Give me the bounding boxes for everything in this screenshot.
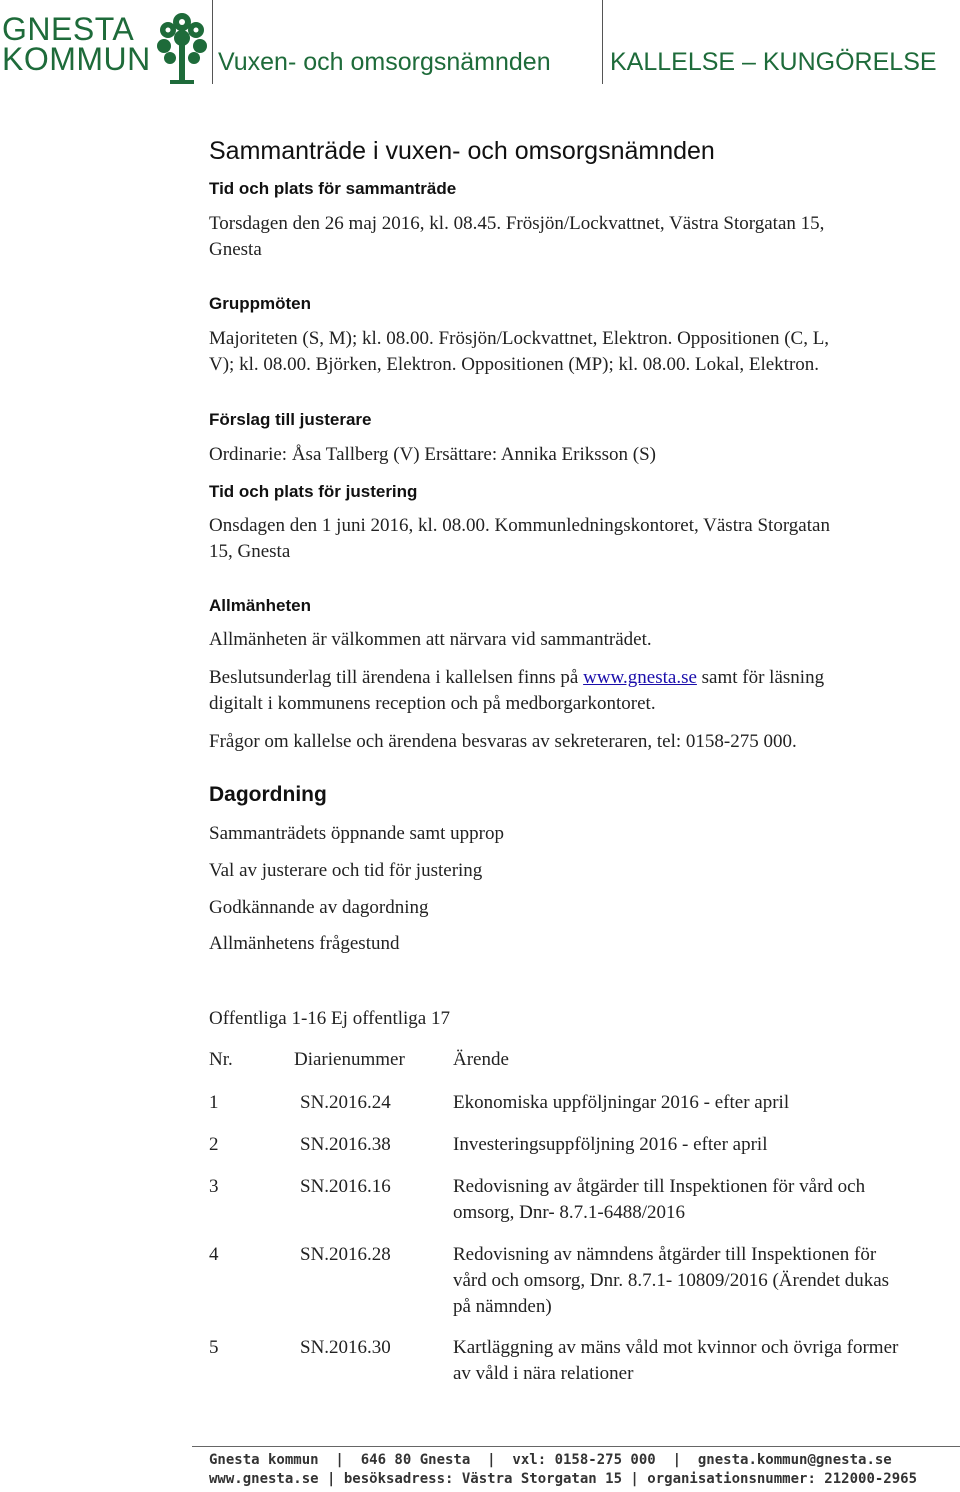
agenda-heading: Dagordning — [209, 783, 327, 806]
groups-text-line-1: Majoriteten (S, M); kl. 08.00. Frösjön/Lockvattnet, Elektron. Oppositionen (C, L, — [209, 328, 830, 349]
row-nr: 1 — [209, 1092, 219, 1113]
row-dnr: SN.2016.28 — [300, 1244, 391, 1265]
row-case: Kartläggning av mäns våld mot kvinnor och övriga former av våld i nära relationer — [453, 1337, 899, 1384]
public-status-note: Offentliga 1-16 Ej offentliga 17 — [209, 1008, 450, 1029]
row-nr: 5 — [209, 1337, 219, 1358]
groups-text — [209, 326, 919, 378]
adjustment-text-line-1: Onsdagen den 1 juni 2016, kl. 08.00. Kommunledningskontoret, Västra Storgatan — [209, 515, 830, 536]
column-header-case: Ärende — [453, 1049, 509, 1070]
groups-text-line-2: V); kl. 08.00. Björken, Elektron. Oppositionen (MP); kl. 08.00. Lokal, Elektron. — [209, 354, 820, 375]
adjustment-text — [209, 513, 919, 565]
public-heading: Allmänheten — [209, 596, 312, 615]
public-basis — [209, 665, 919, 717]
footer-divider — [192, 1446, 960, 1447]
agenda-item: Val av justerare och tid för justering — [209, 860, 483, 881]
row-nr: 3 — [209, 1176, 219, 1197]
organ-name: Vuxen- och omsorgsnämnden — [218, 48, 551, 76]
row-case: Redovisning av åtgärder till Inspektionen för vård och omsorg, Dnr- 8.7.1-6488/2016 — [453, 1176, 866, 1223]
meeting-heading: Tid och plats för sammanträde — [209, 179, 457, 198]
footer-line-1: Gnesta kommun | 646 80 Gnesta | vxl: 0158-275 000 | gnesta.kommun@gnesta.se — [209, 1452, 892, 1468]
logo-wordmark — [2, 11, 151, 77]
logo-line-1: GNESTA — [2, 11, 135, 47]
meeting-text-line-1: Torsdagen den 26 maj 2016, kl. 08.45. Frösjön/Lockvattnet, Västra Storgatan 15, — [209, 213, 825, 234]
document-type: KALLELSE – KUNGÖRELSE — [610, 48, 937, 76]
row-nr: 2 — [209, 1134, 219, 1155]
public-welcome: Allmänheten är välkommen att närvara vid sammanträdet. — [209, 629, 652, 650]
agenda-item: Sammanträdets öppnande samt upprop — [209, 823, 504, 844]
agenda-item: Allmänhetens frågestund — [209, 933, 400, 954]
groups-heading: Gruppmöten — [209, 294, 311, 313]
row-case: Investeringsuppföljning 2016 - efter april — [453, 1134, 768, 1155]
row-nr: 4 — [209, 1244, 219, 1265]
adjustment-text-line-2: 15, Gnesta — [209, 541, 291, 562]
adjusters-heading: Förslag till justerare — [209, 410, 372, 429]
adjusters-text: Ordinarie: Åsa Tallberg (V) Ersättare: Annika Eriksson (S) — [209, 444, 656, 465]
basis-text-pre: Beslutsunderlag till ärendena i kallelsen finns på — [209, 667, 584, 688]
row-dnr: SN.2016.24 — [300, 1092, 391, 1113]
column-header-dnr: Diarienummer — [294, 1049, 405, 1070]
adjustment-heading: Tid och plats för justering — [209, 482, 418, 501]
logo-line-2: KOMMUN — [2, 41, 151, 77]
header-divider-2 — [602, 0, 603, 84]
column-header-nr: Nr. — [209, 1049, 233, 1070]
footer-line-2: www.gnesta.se | besöksadress: Västra Storgatan 15 | organisationsnummer: 212000-2965 — [209, 1471, 918, 1487]
gnesta-website-link[interactable]: www.gnesta.se — [583, 667, 697, 688]
row-case: Redovisning av nämndens åtgärder till Inspektionen för vård och omsorg, Dnr. 8.7.1- 10809/2016 (Ärendet dukas på nämnden) — [453, 1244, 890, 1317]
agenda-item: Godkännande av dagordning — [209, 897, 429, 918]
page-title: Sammanträde i vuxen- och omsorgsnämnden — [209, 137, 715, 165]
meeting-text-line-2: Gnesta — [209, 239, 262, 260]
meeting-text — [209, 211, 919, 263]
header-divider-1 — [212, 0, 213, 84]
row-case: Ekonomiska uppföljningar 2016 - efter april — [453, 1092, 790, 1113]
basis-text-line-2: digitalt i kommunens reception och på medborgarkontoret. — [209, 693, 656, 714]
row-dnr: SN.2016.30 — [300, 1337, 391, 1358]
row-dnr: SN.2016.38 — [300, 1134, 391, 1155]
basis-text-post: samt för läsning — [696, 667, 825, 688]
row-dnr: SN.2016.16 — [300, 1176, 391, 1197]
public-questions: Frågor om kallelse och ärendena besvaras av sekreteraren, tel: 0158-275 000. — [209, 731, 797, 752]
tree-logo-icon — [156, 10, 208, 86]
